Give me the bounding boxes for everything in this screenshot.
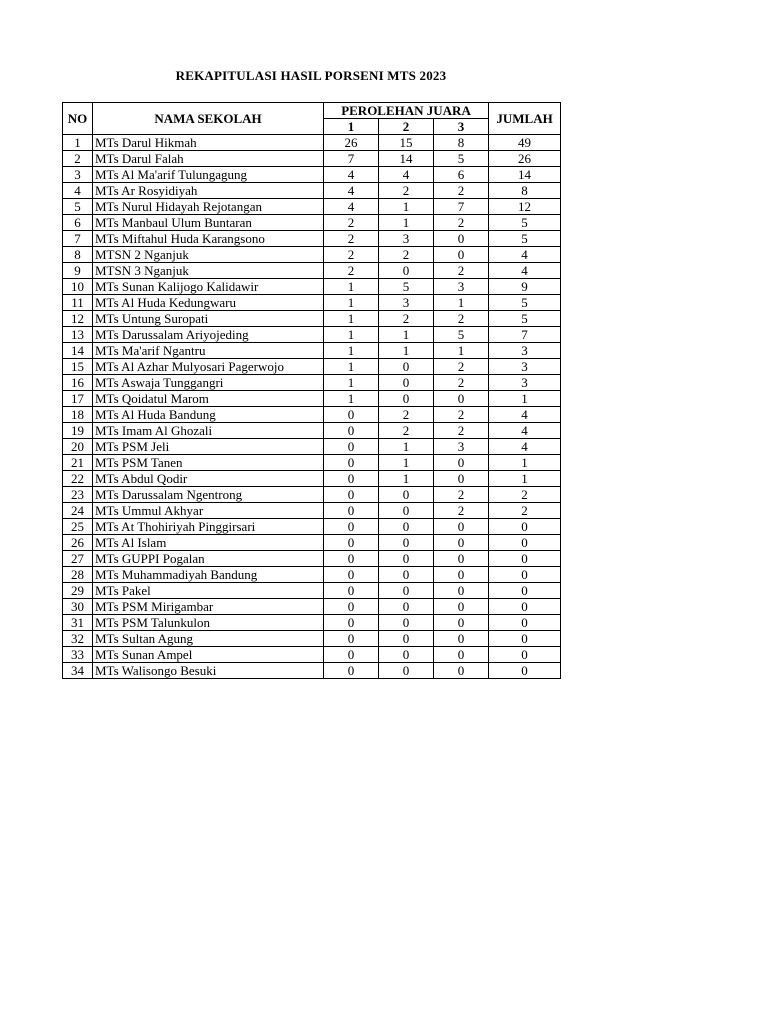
cell-jumlah: 1	[489, 391, 561, 407]
cell-juara-2: 2	[379, 423, 434, 439]
cell-juara-3: 0	[434, 567, 489, 583]
table-row	[63, 167, 561, 183]
cell-juara-1: 2	[324, 215, 379, 231]
table-row	[63, 567, 561, 583]
cell-no: 14	[63, 343, 93, 359]
cell-juara-3: 0	[434, 247, 489, 263]
cell-no: 9	[63, 263, 93, 279]
cell-juara-3: 0	[434, 455, 489, 471]
cell-juara-2: 0	[379, 503, 434, 519]
cell-jumlah: 5	[489, 295, 561, 311]
cell-juara-3: 2	[434, 359, 489, 375]
cell-no: 6	[63, 215, 93, 231]
cell-no: 12	[63, 311, 93, 327]
cell-jumlah: 4	[489, 407, 561, 423]
cell-juara-2: 0	[379, 535, 434, 551]
cell-juara-1: 0	[324, 631, 379, 647]
cell-juara-1: 0	[324, 407, 379, 423]
cell-juara-2: 2	[379, 183, 434, 199]
cell-nama-sekolah: MTs Ummul Akhyar	[93, 503, 324, 519]
cell-juara-2: 1	[379, 455, 434, 471]
cell-juara-3: 3	[434, 439, 489, 455]
cell-nama-sekolah: MTs PSM Mirigambar	[93, 599, 324, 615]
cell-nama-sekolah: MTs Sultan Agung	[93, 631, 324, 647]
cell-juara-3: 2	[434, 375, 489, 391]
cell-jumlah: 7	[489, 327, 561, 343]
table-row	[63, 615, 561, 631]
cell-no: 8	[63, 247, 93, 263]
cell-juara-1: 0	[324, 439, 379, 455]
cell-jumlah: 3	[489, 375, 561, 391]
table-row	[63, 519, 561, 535]
cell-jumlah: 5	[489, 231, 561, 247]
cell-nama-sekolah: MTs Al Azhar Mulyosari Pagerwojo	[93, 359, 324, 375]
cell-juara-3: 0	[434, 631, 489, 647]
table-row	[63, 183, 561, 199]
cell-jumlah: 2	[489, 487, 561, 503]
cell-juara-3: 2	[434, 215, 489, 231]
header-juara-3: 3	[434, 119, 489, 135]
cell-juara-2: 0	[379, 263, 434, 279]
cell-juara-2: 0	[379, 487, 434, 503]
cell-juara-2: 2	[379, 407, 434, 423]
cell-juara-3: 0	[434, 535, 489, 551]
cell-juara-2: 1	[379, 343, 434, 359]
cell-juara-3: 5	[434, 151, 489, 167]
cell-no: 1	[63, 135, 93, 151]
cell-nama-sekolah: MTs Qoidatul Marom	[93, 391, 324, 407]
cell-jumlah: 5	[489, 215, 561, 231]
cell-juara-2: 0	[379, 663, 434, 679]
cell-no: 17	[63, 391, 93, 407]
cell-juara-3: 2	[434, 183, 489, 199]
cell-juara-1: 0	[324, 487, 379, 503]
cell-juara-1: 1	[324, 295, 379, 311]
table-header	[63, 103, 561, 135]
cell-nama-sekolah: MTs Al Ma'arif Tulungagung	[93, 167, 324, 183]
cell-jumlah: 0	[489, 599, 561, 615]
cell-juara-3: 2	[434, 423, 489, 439]
cell-jumlah: 0	[489, 551, 561, 567]
cell-juara-1: 2	[324, 231, 379, 247]
cell-no: 19	[63, 423, 93, 439]
cell-juara-1: 1	[324, 279, 379, 295]
cell-juara-2: 1	[379, 215, 434, 231]
cell-no: 20	[63, 439, 93, 455]
table-row	[63, 343, 561, 359]
cell-no: 29	[63, 583, 93, 599]
cell-juara-3: 8	[434, 135, 489, 151]
cell-juara-3: 0	[434, 647, 489, 663]
table-row	[63, 391, 561, 407]
table-row	[63, 279, 561, 295]
cell-juara-1: 0	[324, 535, 379, 551]
table-row	[63, 647, 561, 663]
cell-juara-2: 1	[379, 439, 434, 455]
cell-no: 13	[63, 327, 93, 343]
cell-juara-1: 0	[324, 519, 379, 535]
cell-juara-1: 1	[324, 375, 379, 391]
cell-juara-1: 0	[324, 567, 379, 583]
cell-juara-2: 1	[379, 327, 434, 343]
cell-no: 3	[63, 167, 93, 183]
cell-juara-1: 1	[324, 311, 379, 327]
table-row	[63, 359, 561, 375]
table-body	[63, 135, 561, 679]
cell-jumlah: 0	[489, 663, 561, 679]
cell-juara-2: 0	[379, 583, 434, 599]
cell-no: 25	[63, 519, 93, 535]
cell-juara-3: 3	[434, 279, 489, 295]
cell-nama-sekolah: MTs PSM Talunkulon	[93, 615, 324, 631]
cell-juara-1: 0	[324, 503, 379, 519]
cell-no: 16	[63, 375, 93, 391]
cell-no: 22	[63, 471, 93, 487]
cell-juara-1: 0	[324, 615, 379, 631]
table-row	[63, 583, 561, 599]
cell-juara-2: 0	[379, 359, 434, 375]
cell-juara-2: 15	[379, 135, 434, 151]
table-row	[63, 295, 561, 311]
cell-jumlah: 4	[489, 423, 561, 439]
cell-juara-2: 0	[379, 551, 434, 567]
cell-no: 21	[63, 455, 93, 471]
cell-no: 31	[63, 615, 93, 631]
cell-juara-2: 3	[379, 231, 434, 247]
cell-juara-1: 0	[324, 551, 379, 567]
cell-juara-2: 0	[379, 375, 434, 391]
cell-juara-1: 0	[324, 599, 379, 615]
cell-no: 10	[63, 279, 93, 295]
table-row	[63, 631, 561, 647]
cell-jumlah: 2	[489, 503, 561, 519]
cell-juara-1: 2	[324, 247, 379, 263]
cell-juara-2: 0	[379, 519, 434, 535]
cell-nama-sekolah: MTs Darul Hikmah	[93, 135, 324, 151]
cell-nama-sekolah: MTs Darul Falah	[93, 151, 324, 167]
cell-juara-2: 0	[379, 631, 434, 647]
table-row	[63, 503, 561, 519]
cell-juara-1: 26	[324, 135, 379, 151]
cell-jumlah: 3	[489, 359, 561, 375]
cell-nama-sekolah: MTs Muhammadiyah Bandung	[93, 567, 324, 583]
cell-jumlah: 0	[489, 567, 561, 583]
cell-jumlah: 0	[489, 631, 561, 647]
cell-juara-2: 4	[379, 167, 434, 183]
table-row	[63, 599, 561, 615]
table-row	[63, 247, 561, 263]
cell-juara-2: 3	[379, 295, 434, 311]
cell-juara-2: 0	[379, 599, 434, 615]
table-row	[63, 311, 561, 327]
cell-nama-sekolah: MTs Nurul Hidayah Rejotangan	[93, 199, 324, 215]
cell-juara-3: 2	[434, 263, 489, 279]
table-row	[63, 199, 561, 215]
cell-jumlah: 0	[489, 583, 561, 599]
table-row	[63, 487, 561, 503]
cell-juara-2: 0	[379, 615, 434, 631]
table-row	[63, 663, 561, 679]
table-row	[63, 535, 561, 551]
cell-juara-2: 2	[379, 311, 434, 327]
cell-nama-sekolah: MTSN 2 Nganjuk	[93, 247, 324, 263]
cell-juara-3: 0	[434, 583, 489, 599]
cell-juara-1: 0	[324, 471, 379, 487]
cell-nama-sekolah: MTs Sunan Ampel	[93, 647, 324, 663]
cell-juara-1: 0	[324, 647, 379, 663]
cell-juara-3: 0	[434, 231, 489, 247]
cell-juara-3: 1	[434, 343, 489, 359]
table-row	[63, 455, 561, 471]
cell-jumlah: 26	[489, 151, 561, 167]
cell-juara-3: 2	[434, 407, 489, 423]
cell-no: 27	[63, 551, 93, 567]
cell-juara-2: 2	[379, 247, 434, 263]
cell-juara-1: 0	[324, 583, 379, 599]
cell-no: 2	[63, 151, 93, 167]
table-row	[63, 151, 561, 167]
cell-nama-sekolah: MTs Al Huda Bandung	[93, 407, 324, 423]
cell-juara-3: 2	[434, 487, 489, 503]
header-juara-1: 1	[324, 119, 379, 135]
cell-no: 7	[63, 231, 93, 247]
cell-jumlah: 9	[489, 279, 561, 295]
cell-nama-sekolah: MTs Untung Suropati	[93, 311, 324, 327]
cell-no: 5	[63, 199, 93, 215]
cell-juara-1: 4	[324, 167, 379, 183]
cell-juara-1: 1	[324, 391, 379, 407]
table-row	[63, 231, 561, 247]
cell-nama-sekolah: MTs PSM Tanen	[93, 455, 324, 471]
cell-nama-sekolah: MTs Imam Al Ghozali	[93, 423, 324, 439]
cell-nama-sekolah: MTs Abdul Qodir	[93, 471, 324, 487]
cell-nama-sekolah: MTs Ar Rosyidiyah	[93, 183, 324, 199]
cell-juara-2: 0	[379, 647, 434, 663]
table-row	[63, 327, 561, 343]
cell-juara-1: 4	[324, 199, 379, 215]
recap-table	[62, 102, 561, 679]
cell-jumlah: 4	[489, 439, 561, 455]
cell-jumlah: 8	[489, 183, 561, 199]
cell-juara-1: 0	[324, 423, 379, 439]
cell-juara-3: 0	[434, 599, 489, 615]
table-row	[63, 263, 561, 279]
cell-nama-sekolah: MTs PSM Jeli	[93, 439, 324, 455]
cell-juara-3: 0	[434, 391, 489, 407]
cell-nama-sekolah: MTs Al Huda Kedungwaru	[93, 295, 324, 311]
table-row	[63, 375, 561, 391]
cell-juara-2: 0	[379, 567, 434, 583]
cell-no: 18	[63, 407, 93, 423]
cell-jumlah: 4	[489, 263, 561, 279]
cell-juara-2: 0	[379, 391, 434, 407]
cell-no: 33	[63, 647, 93, 663]
cell-jumlah: 1	[489, 455, 561, 471]
cell-juara-3: 2	[434, 311, 489, 327]
cell-juara-3: 0	[434, 519, 489, 535]
cell-no: 30	[63, 599, 93, 615]
cell-nama-sekolah: MTs Aswaja Tunggangri	[93, 375, 324, 391]
cell-juara-3: 2	[434, 503, 489, 519]
cell-no: 26	[63, 535, 93, 551]
table-row	[63, 551, 561, 567]
cell-jumlah: 0	[489, 535, 561, 551]
cell-no: 34	[63, 663, 93, 679]
table-row	[63, 135, 561, 151]
cell-jumlah: 14	[489, 167, 561, 183]
cell-juara-2: 1	[379, 199, 434, 215]
cell-juara-2: 1	[379, 471, 434, 487]
cell-juara-3: 7	[434, 199, 489, 215]
table-row	[63, 471, 561, 487]
table-row	[63, 407, 561, 423]
cell-nama-sekolah: MTs Darussalam Ariyojeding	[93, 327, 324, 343]
cell-nama-sekolah: MTs Miftahul Huda Karangsono	[93, 231, 324, 247]
cell-jumlah: 12	[489, 199, 561, 215]
cell-no: 15	[63, 359, 93, 375]
cell-no: 32	[63, 631, 93, 647]
header-juara-2: 2	[379, 119, 434, 135]
cell-nama-sekolah: MTs Manbaul Ulum Buntaran	[93, 215, 324, 231]
cell-nama-sekolah: MTs Walisongo Besuki	[93, 663, 324, 679]
cell-nama-sekolah: MTs At Thohiriyah Pinggirsari	[93, 519, 324, 535]
cell-juara-2: 14	[379, 151, 434, 167]
header-jumlah: JUMLAH	[489, 103, 561, 135]
cell-juara-1: 1	[324, 343, 379, 359]
cell-jumlah: 1	[489, 471, 561, 487]
cell-jumlah: 0	[489, 647, 561, 663]
cell-juara-1: 1	[324, 327, 379, 343]
cell-nama-sekolah: MTs Ma'arif Ngantru	[93, 343, 324, 359]
cell-juara-1: 2	[324, 263, 379, 279]
cell-jumlah: 5	[489, 311, 561, 327]
cell-jumlah: 49	[489, 135, 561, 151]
cell-nama-sekolah: MTSN 3 Nganjuk	[93, 263, 324, 279]
cell-nama-sekolah: MTs Darussalam Ngentrong	[93, 487, 324, 503]
cell-juara-3: 1	[434, 295, 489, 311]
cell-jumlah: 4	[489, 247, 561, 263]
cell-juara-3: 0	[434, 551, 489, 567]
cell-juara-1: 7	[324, 151, 379, 167]
header-no: NO	[63, 103, 93, 135]
cell-juara-3: 0	[434, 615, 489, 631]
cell-juara-1: 0	[324, 663, 379, 679]
cell-jumlah: 0	[489, 519, 561, 535]
cell-juara-3: 5	[434, 327, 489, 343]
cell-nama-sekolah: MTs Al Islam	[93, 535, 324, 551]
cell-juara-1: 0	[324, 455, 379, 471]
cell-nama-sekolah: MTs Sunan Kalijogo Kalidawir	[93, 279, 324, 295]
cell-no: 24	[63, 503, 93, 519]
cell-jumlah: 0	[489, 615, 561, 631]
cell-juara-3: 6	[434, 167, 489, 183]
header-perolehan-juara: PEROLEHAN JUARA	[324, 103, 489, 119]
cell-jumlah: 3	[489, 343, 561, 359]
cell-no: 23	[63, 487, 93, 503]
document-title: REKAPITULASI HASIL PORSENI MTS 2023	[175, 68, 447, 83]
table-row	[63, 439, 561, 455]
cell-nama-sekolah: MTs Pakel	[93, 583, 324, 599]
table-row	[63, 215, 561, 231]
cell-juara-3: 0	[434, 663, 489, 679]
cell-no: 4	[63, 183, 93, 199]
cell-no: 11	[63, 295, 93, 311]
cell-juara-1: 4	[324, 183, 379, 199]
cell-juara-1: 1	[324, 359, 379, 375]
table-row	[63, 423, 561, 439]
header-nama-sekolah: NAMA SEKOLAH	[93, 103, 324, 135]
cell-juara-3: 0	[434, 471, 489, 487]
cell-no: 28	[63, 567, 93, 583]
cell-nama-sekolah: MTs GUPPI Pogalan	[93, 551, 324, 567]
cell-juara-2: 5	[379, 279, 434, 295]
